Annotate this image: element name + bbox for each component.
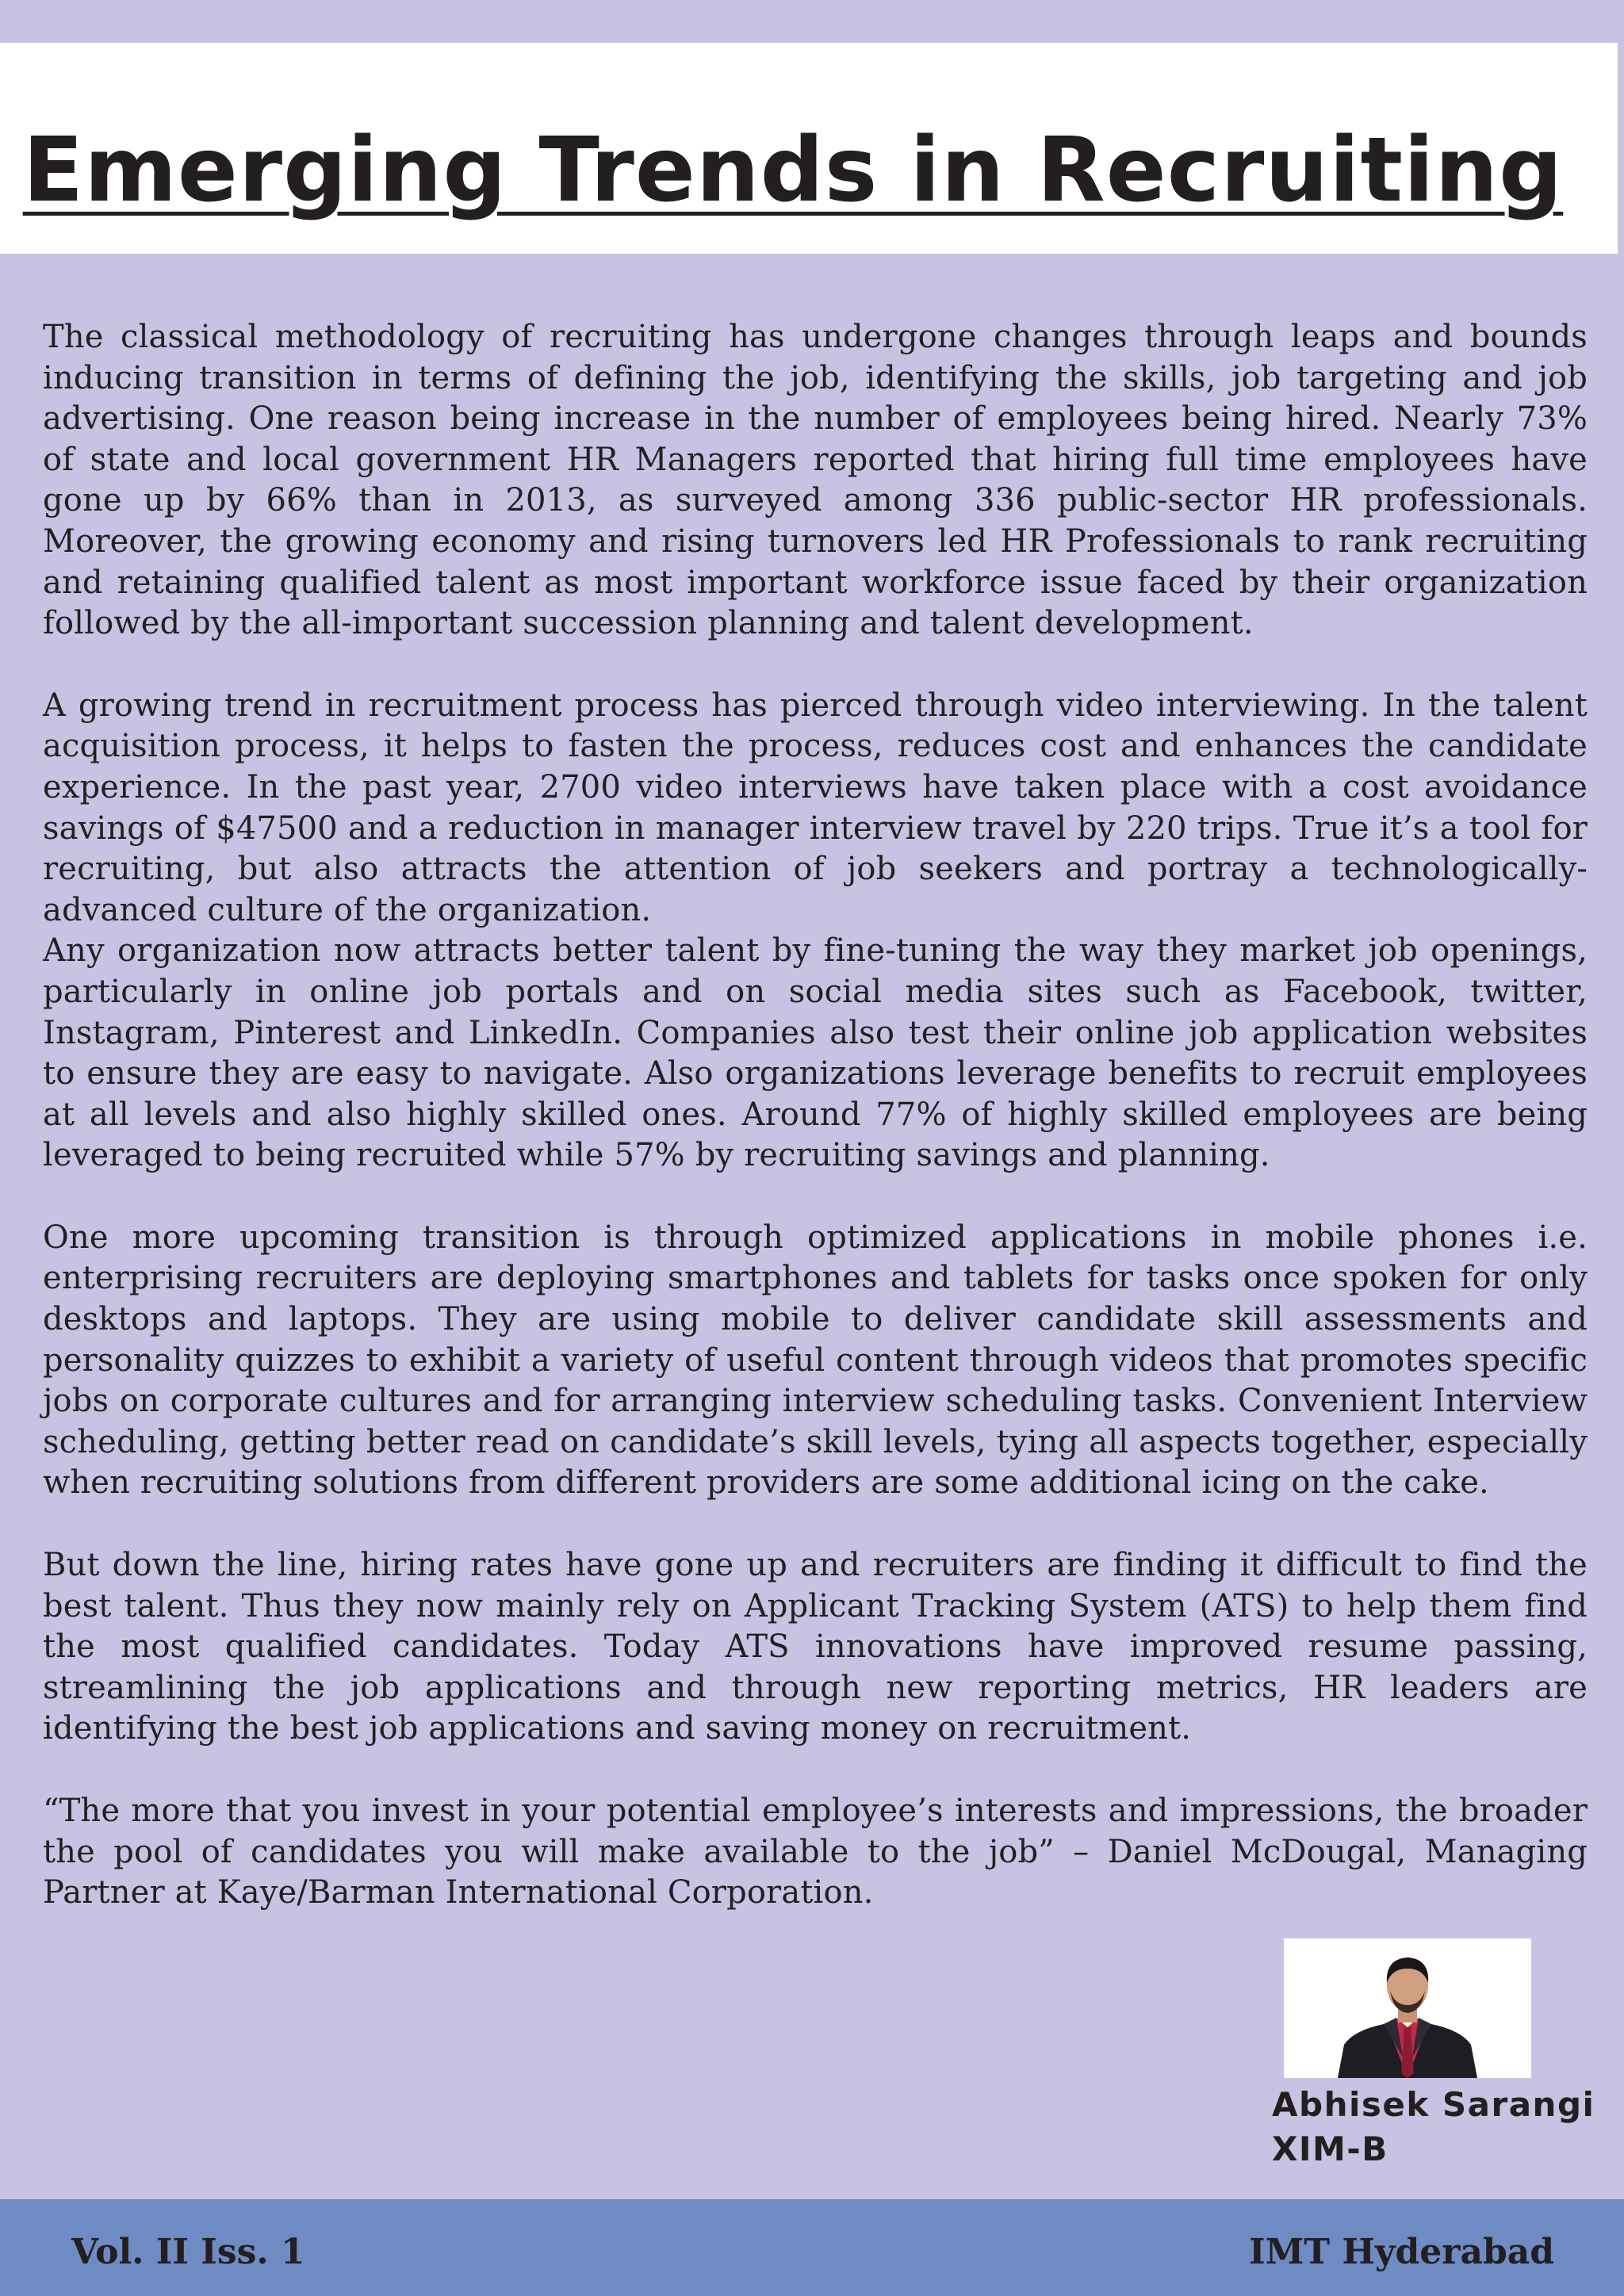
publisher-label: IMT Hyderabad <box>1249 2232 1554 2272</box>
article-paragraph-5: But down the line, hiring rates have gone up and recruiters are finding it difficult to find the best talent. Thus they now mainly rely on Applicant Tracking System (ATS) to help them find the most qualified candidates. Today ATS innovations have improved resume passing, streamlining the job applications and through new reporting metrics, HR leaders are identifying the best job applications and saving money on recruitment. <box>43 1547 1588 1747</box>
author-photo <box>1284 1938 1531 2078</box>
issue-label: Vol. II Iss. 1 <box>71 2232 305 2272</box>
article-paragraph-2: A growing trend in recruitment process has pierced through video interviewing. In the talent acquisition process, it helps to fasten the process, reduces cost and enhances the candidate experience. In the past year, 2700 video interviews have taken place with a cost avoidance savings of $47500 and a reduction in manager interview travel by 220 trips. True it’s a tool for recruiting, but also attracts the attention of job seekers and portray a technologically- advanced culture of the organization. <box>43 687 1588 928</box>
article-paragraph-3: Any organization now attracts better talent by fine-tuning the way they market job openings, particularly in online job portals and on social media sites such as Facebook, twitter, Instagram, Pinterest and LinkedIn. Companies also test their online job application websites to ensure they are easy to navigate. Also organizations leverage benefits to recruit employees at all levels and also highly skilled ones. Around 77% of highly skilled employees are being leveraged to being recruited while 57% by recruiting savings and planning. <box>43 932 1588 1174</box>
author-name: Abhisek Sarangi <box>1272 2085 1595 2124</box>
footer-band <box>0 2199 1624 2296</box>
page-title <box>0 119 1586 222</box>
article-paragraph-4: One more upcoming transition is through optimized applications in mobile phones i.e. enterprising recruiters are deploying smartphones and tablets for tasks once spoken for only desktops and laptops. They are using mobile to deliver candidate skill assessments and personality quizzes to exhibit a variety of useful content through videos that promotes specific jobs on corporate cultures and for arranging interview scheduling tasks. Convenient Interview scheduling, getting better read on candidate’s skill levels, tying all aspects together, especially when recruiting solutions from different providers are some additional icing on the cake. <box>43 1219 1588 1502</box>
article-paragraph-1: The classical methodology of recruiting has undergone changes through leaps and bounds inducing transition in terms of defining the job, identifying the skills, job targeting and job advertising. One reason being increase in the number of employees being hired. Nearly 73% of state and local government HR Managers reported that hiring full time employees have gone up by 66% than in 2013, as surveyed among 336 public-sector HR professionals. Moreover, the growing economy and rising turnovers led HR Professionals to rank recruiting and retaining qualified talent as most important workforce issue faced by their organization followed by the all-important succession planning and talent development. <box>43 319 1588 642</box>
author-institution: XIM-B <box>1272 2130 1388 2168</box>
page-title-text: Emerging Trends in Recruiting <box>22 119 1564 222</box>
article-quote: “The more that you invest in your potential employee’s interests and impressions, the broader the pool of candidates you will make available to the job” – Daniel McDougal, Managing Partner at Kaye/Barman International Corporation. <box>43 1793 1588 1911</box>
article-body <box>43 317 1588 1914</box>
author-portrait-image <box>1284 1938 1531 2078</box>
